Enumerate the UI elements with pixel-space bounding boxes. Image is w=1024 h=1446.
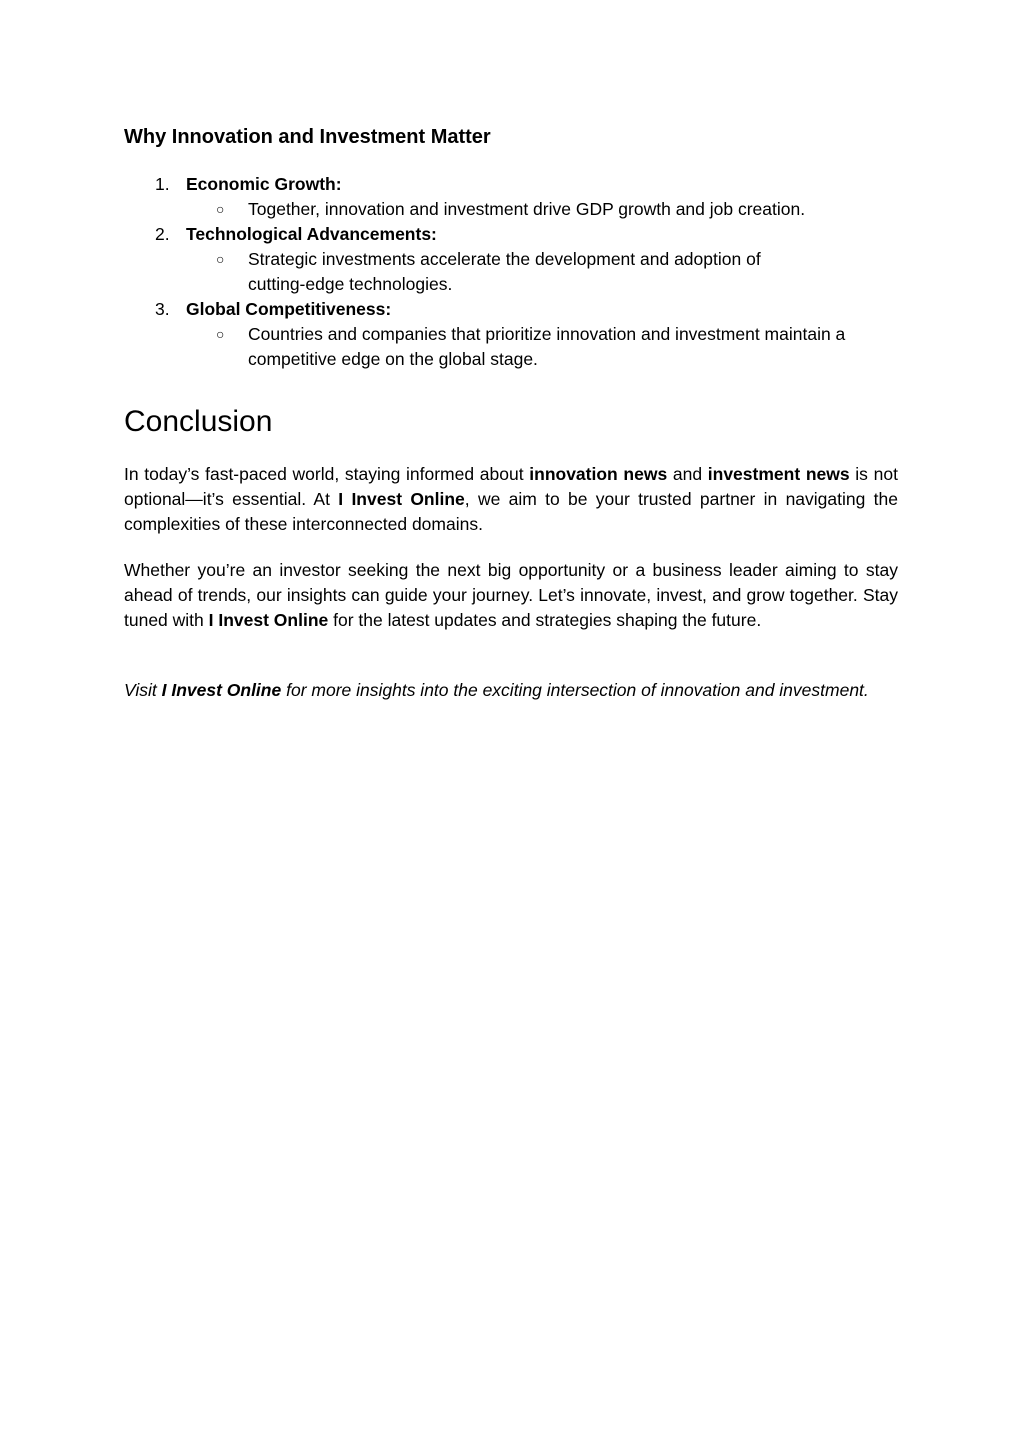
list-item-number: 3. <box>155 299 170 319</box>
paragraph-text: and <box>667 464 708 484</box>
bold-brand-name: I Invest Online <box>161 680 282 700</box>
list-item-title: Global Competitiveness: <box>186 299 392 319</box>
sub-list-item <box>124 197 898 222</box>
list-item-number: 2. <box>155 224 170 244</box>
paragraph-text: Visit <box>124 680 162 700</box>
bold-brand-name: I Invest Online <box>208 610 329 630</box>
bold-investment-news: investment news <box>707 464 850 484</box>
list-item-title: Economic Growth: <box>186 174 342 194</box>
bold-brand-name: I Invest Online <box>338 489 465 509</box>
sub-list-item-text: Strategic investments accelerate the development and adoption of cutting-edge technologies. <box>248 249 761 294</box>
sub-list-item-text: Countries and companies that prioritize innovation and investment maintain a competitive edge on the global stage. <box>248 324 846 369</box>
list-item <box>124 297 898 372</box>
list-item <box>124 222 898 297</box>
paragraph-text: , we aim to be your trusted partner in navigating the complexities of these interconnected domains. <box>124 489 898 534</box>
sub-list-item <box>124 247 898 297</box>
paragraph-text: for the latest updates and strategies shaping the future. <box>328 610 762 630</box>
list-item-header <box>124 297 898 322</box>
sub-list-item-text: Together, innovation and investment drive GDP growth and job creation. <box>248 199 806 219</box>
hollow-bullet-icon: ○ <box>216 251 225 267</box>
conclusion-paragraph-3 <box>124 678 898 703</box>
numbered-list <box>124 172 898 372</box>
hollow-bullet-icon: ○ <box>216 326 225 342</box>
list-item-number: 1. <box>155 174 170 194</box>
list-item-header <box>124 222 898 247</box>
list-item-header <box>124 172 898 197</box>
paragraph-text: for more insights into the exciting intersection of innovation and investment. <box>281 680 869 700</box>
list-item-title: Technological Advancements: <box>186 224 437 244</box>
conclusion-paragraph-1 <box>124 462 898 537</box>
conclusion-paragraph-2 <box>124 558 898 633</box>
section-heading-why: Why Innovation and Investment Matter <box>124 126 491 148</box>
list-item <box>124 172 898 222</box>
paragraph-text: In today’s fast-paced world, staying informed about <box>124 464 530 484</box>
section-heading-conclusion: Conclusion <box>124 405 273 438</box>
sub-list-item <box>124 322 898 372</box>
hollow-bullet-icon: ○ <box>216 201 225 217</box>
paragraph-text: Whether you’re an investor seeking the next big opportunity or a business leader aiming to stay ahead of trends, our insights can guide your journey. Let’s innovate, invest, and grow together. Stay tuned with <box>124 560 898 630</box>
bold-innovation-news: innovation news <box>529 464 668 484</box>
paragraph-text: is not optional—it’s essential. At <box>124 464 898 509</box>
